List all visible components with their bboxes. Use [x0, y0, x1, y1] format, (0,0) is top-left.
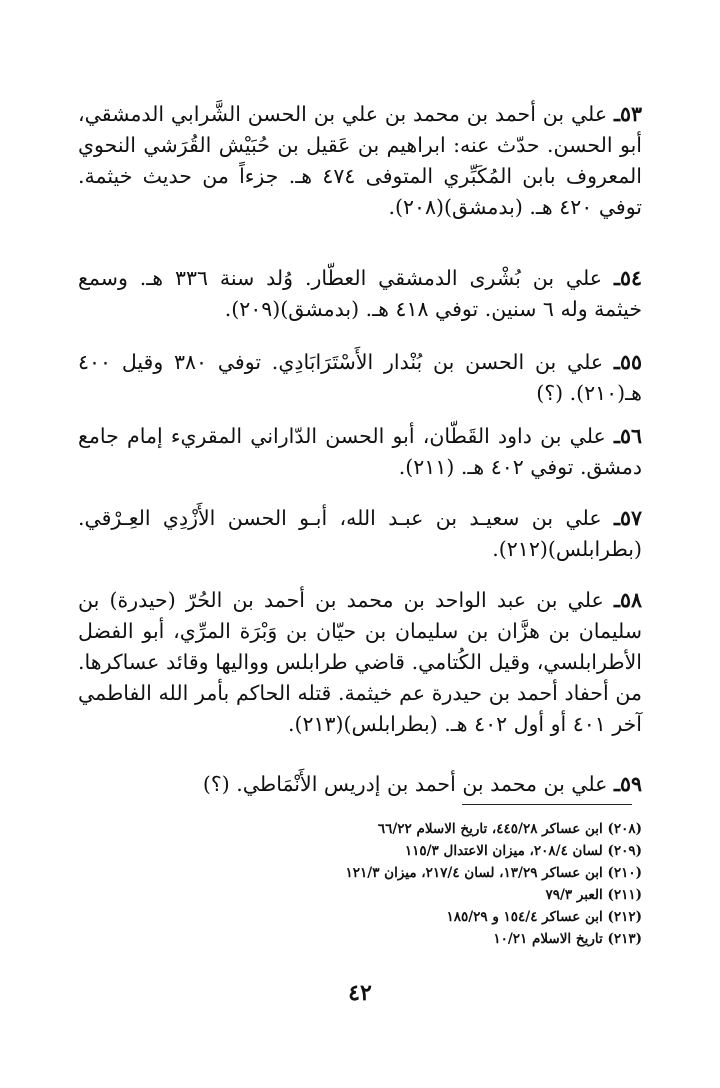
- entry-number: ٥٦ـ: [613, 423, 642, 448]
- entry-number: ٥٤ـ: [613, 265, 642, 290]
- entry-58: [78, 585, 642, 740]
- entry-text: علي بن سعيـد بن عبـد الله، أبـو الحسن الأَزْدِي العِـرْقي. (بطرابلس)(٢١٢).: [78, 505, 642, 561]
- footnote-208: (٢٠٨) ابن عساكر ٤٤٥/٢٨، تاريخ الاسلام ٦٦/٢٢: [377, 821, 642, 837]
- entry-57: [78, 503, 642, 565]
- entry-number: ٥٨ـ: [613, 587, 642, 612]
- entry-number: ٥٩ـ: [613, 771, 642, 796]
- footnote-213: (٢١٣) تاريخ الاسلام ١٠/٢١: [493, 931, 642, 947]
- entry-number: ٥٣ـ: [613, 101, 642, 126]
- footnote-212: (٢١٢) ابن عساكر ١٥٤/٤ و ١٨٥/٢٩: [446, 909, 642, 925]
- footnote-divider: [462, 804, 632, 805]
- footnote-211: (٢١١) العبر ٧٩/٣: [545, 887, 642, 903]
- entry-text: علي بن داود القَطّان، أبو الحسن الدّاراني المقريء إمام جامع دمشق. توفي ٤٠٢ هـ. (٢١١).: [78, 423, 642, 479]
- entry-text: علي بن بُشْرى الدمشقي العطّار. وُلد سنة ٣٣٦ هـ. وسمع خيثمة وله ٦ سنين. توفي ٤١٨ هـ. (بدمشق)(٢٠٩).: [78, 265, 642, 321]
- entry-text: علي بن محمد بن أحمد بن إدريس الأَنْمَاطي. (؟): [202, 771, 608, 796]
- footnote-210: (٢١٠) ابن عساكر ١٣/٢٩، لسان ٢١٧/٤، ميزان ١٢١/٣: [345, 865, 642, 881]
- entry-59: [78, 769, 642, 800]
- entry-text: علي بن أحمد بن محمد بن علي بن الحسن الشَّرابي الدمشقي، أبو الحسن. حدّث عنه: ابراهيم بن عَقيل بن حُبَيْش القُرَشي النحوي المعروف بابن المُكَبِّري المتوفى ٤٧٤ هـ. جزءاً من حديث خيثمة. توفي ٤٢٠ هـ. (بدمشق)(٢٠٨).: [78, 101, 642, 219]
- page-number: ٤٢: [348, 980, 372, 1006]
- footnotes: [200, 818, 642, 950]
- entry-text: علي بن الحسن بن بُنْدار الأَسْتَرَابَادِي. توفي ٣٨٠ وقيل ٤٠٠ هـ(٢١٠). (؟): [78, 349, 642, 405]
- footnote-209: (٢٠٩) لسان ٢٠٨/٤، ميزان الاعتدال ١١٥/٣: [404, 843, 642, 859]
- entry-53: [78, 99, 642, 223]
- entry-number: ٥٧ـ: [613, 505, 642, 530]
- entry-55: [78, 347, 642, 409]
- entry-number: ٥٥ـ: [613, 349, 642, 374]
- entry-54: [78, 263, 642, 325]
- entry-text: علي بن عبد الواحد بن محمد بن أحمد بن الحُرّ (حيدرة) بن سليمان بن هزَّان بن سليمان بن حيّان بن وَبْرَة المرِّي، أبو الفضل الأطرابلسي، وقيل الكُتامي. قاضي طرابلس وواليها وقائد عساكرها. من أحفاد أحمد بن حيدرة عم خيثمة. قتله الحاكم بأمر الله الفاطمي آخر ٤٠١ أو أول ٤٠٢ هـ. (بطرابلس)(٢١٣).: [78, 587, 642, 736]
- entry-56: [78, 421, 642, 483]
